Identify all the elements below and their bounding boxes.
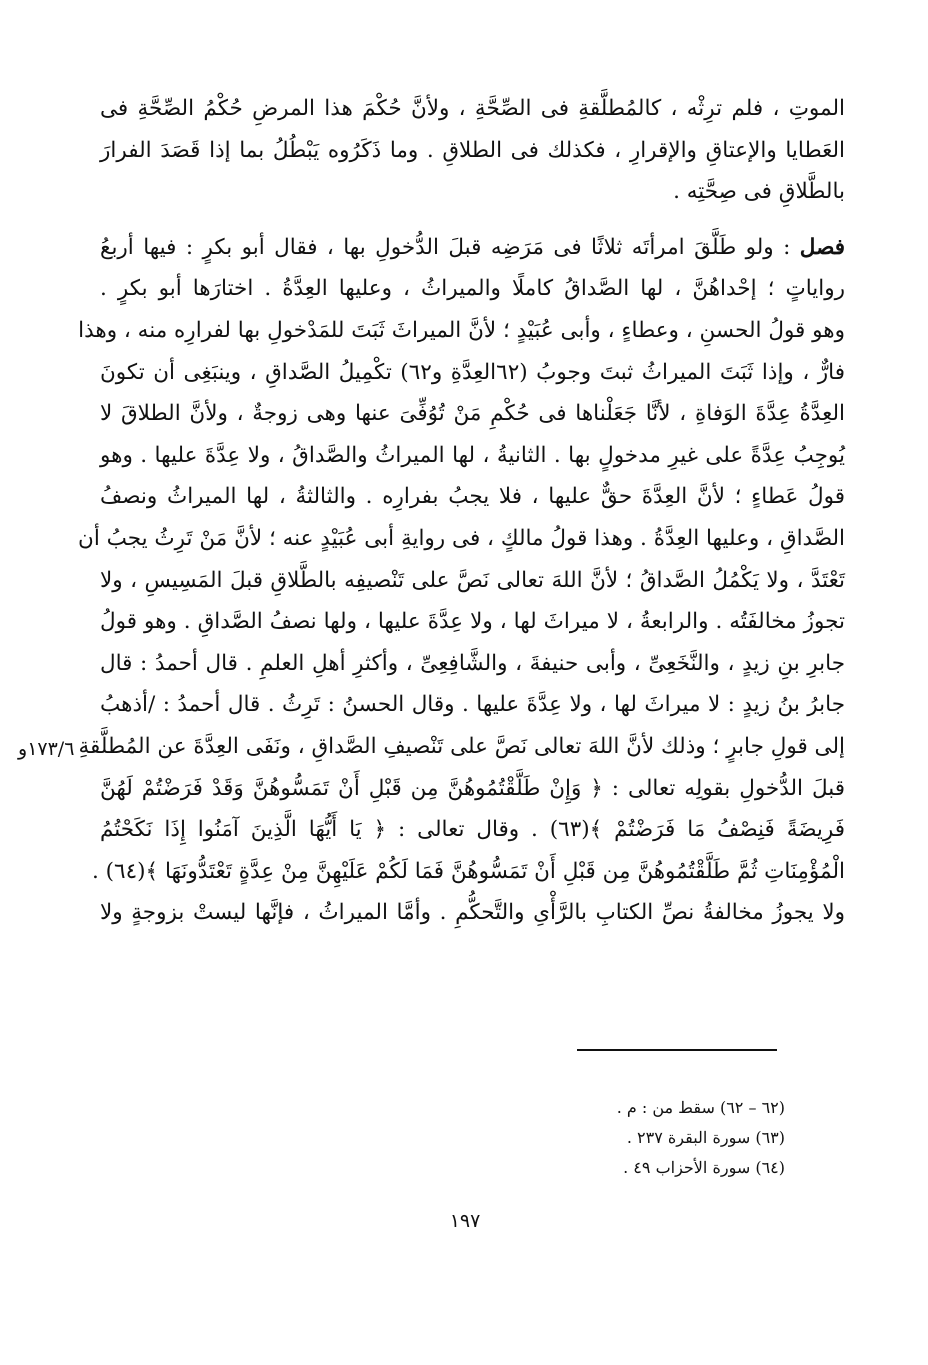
main-text	[78, 88, 845, 934]
text-span: : ولو طَلَّقَ امرأتَه ثلاثًا فى مَرَضِه قبلَ الدُّخولِ بها ، فقال أبو بكرٍ : فيها أربعُ	[100, 234, 800, 260]
text-line: وهو قولُ الحسنِ ، وعطاءٍ ، وأبى عُبَيْدٍ ؛ لأنَّ الميراثَ ثَبَتَ للمَدْخولِ بها لفرارِه منه ، وهذا	[78, 317, 845, 343]
text-line: فَرِيضَةً فَنِصْفُ مَا فَرَضْتُمْ ﴾(٦٣) . وقال تعالى : ﴿ يَا أَيُّهَا الَّذِينَ آمَنُوا إِذَا نَكَحْتُمُ	[100, 817, 845, 843]
text-line: قبلَ الدُّخولِ بقولِه تعالى : ﴿ وَإِنْ طَلَّقْتُمُوهُنَّ مِن قَبْلِ أَنْ تَمَسُّوهُنَّ وَقَدْ فَرَضْتُمْ لَهُنَّ	[100, 775, 845, 801]
text-line: قولُ عَطاءٍ ؛ لأنَّ العِدَّةَ حقٌّ عليها ، فلا يجبُ بفرارِه . والثالثةُ ، لها الميراثُ ونصفُ	[100, 484, 845, 510]
footnotes	[520, 1093, 785, 1183]
text-line: جابرُ بنُ زيدٍ : لا ميراثَ لها ، ولا عِدَّةَ عليها . وقال الحسنُ : تَرِثُ . قال أحمدُ : /أذهبُ	[100, 692, 845, 718]
text-line: تجوزُ مخالفَتُه . والرابعةُ ، لا ميراثَ لها ، ولا عِدَّةَ عليها ، ولها نصفُ الصَّداقِ . وهو قولُ	[100, 609, 845, 635]
text-line: العِدَّةُ عِدَّةَ الوَفاةِ ، لأنَّا جَعَلْناها فى حُكْمِ مَنْ تُوُفِّىَ عنها وهى زوجةٌ ، ولأنَّ الطلاقَ لا	[100, 401, 845, 427]
footnote-divider	[577, 1049, 777, 1051]
margin-folio-note: ١٧٣/٦و	[18, 738, 75, 760]
text-line: تَعْتَدَّ ، ولا يَكْمُلُ الصَّداقُ ؛ لأنَّ اللهَ تعالى نَصَّ على تَنْصيفِه بالطَّلاقِ قبلَ المَسِيسِ ، ولا	[100, 567, 845, 593]
text-line: الصَّداقِ ، وعليها العِدَّةُ . وهذا قولُ مالكٍ ، فى روايةِ أبى عُبَيْدٍ عنه ؛ لأنَّ مَنْ تَرِثُ يجبُ أن	[78, 525, 845, 551]
text-line: رواياتٍ ؛ إحْداهُنَّ ، لها الصَّداقُ كاملًا والميراثُ ، وعليها العِدَّةُ . اختارَها أبو بكرٍ .	[100, 276, 845, 302]
paragraph	[100, 88, 845, 213]
paragraph-spacer	[100, 213, 845, 227]
text-line	[100, 227, 845, 269]
footnote: (٦٤) سورة الأحزاب ٤٩ .	[623, 1158, 785, 1177]
text-line: يُوجِبُ عِدَّةً على غيرِ مدخولٍ بها . الثانيةُ ، لها الميراثُ والصَّداقُ ، ولا عِدَّةَ عليها . وهو	[100, 442, 845, 468]
text-line: جابرِ بنِ زيدٍ ، والنَّخَعِىِّ ، وأبى حنيفةَ ، والشَّافِعِىِّ ، وأكثرِ أهلِ العلمِ . قال أحمدُ : قال	[100, 650, 845, 676]
text-line: إلى قولِ جابرٍ ؛ وذلك لأنَّ اللهَ تعالى نَصَّ على تَنْصيفِ الصَّداقِ ، ونَفَى العِدَّةَ عن المُطلَّقةِ	[78, 733, 845, 759]
page-number: ١٩٧	[449, 1210, 481, 1232]
footnote: (٦٢ – ٦٢) سقط من : م .	[616, 1098, 785, 1117]
text-line: الموتِ ، فلم ترِثْه ، كالمُطلَّقةِ فى الصِّحَّةِ ، ولأنَّ حُكْمَ هذا المرضِ حُكْمُ الصِّحَّةِ فى	[100, 96, 845, 121]
paragraph	[78, 227, 845, 934]
text-line: ولا يجوزُ مخالفةُ نصِّ الكتابِ بالرَّأْىِ والتَّحكُّمِ . وأمَّا الميراثُ ، فإنَّها ليستْ بزوجةٍ ولا	[100, 900, 845, 926]
text-line: العَطايا والإعتاقِ والإقرارِ ، فكذلك فى الطلاقِ . وما ذَكَرُوه يَبْطُلُ بما إذا قَصَدَ الفرارَ	[100, 137, 845, 163]
text-line: بالطَّلاقِ فى صِحَّتِه .	[673, 179, 845, 205]
text-line: فارٌّ ، وإذا ثَبَتَ الميراثُ ثبتَ وجوبُ (٦٢العِدَّةِ و٦٢) تكْمِيلُ الصَّداقِ ، وينبَغِى أن تكونَ	[100, 359, 845, 385]
text-line: الْمُؤْمِنَاتِ ثُمَّ طَلَّقْتُمُوهُنَّ مِن قَبْلِ أَنْ تَمَسُّوهُنَّ فَمَا لَكُمْ عَلَيْهِنَّ مِنْ عِدَّةٍ تَعْتَدُّونَهَا ﴾(٦٤) .	[91, 858, 845, 884]
footnote: (٦٣) سورة البقرة ٢٣٧ .	[626, 1128, 785, 1147]
section-keyword: فصل	[799, 234, 845, 260]
